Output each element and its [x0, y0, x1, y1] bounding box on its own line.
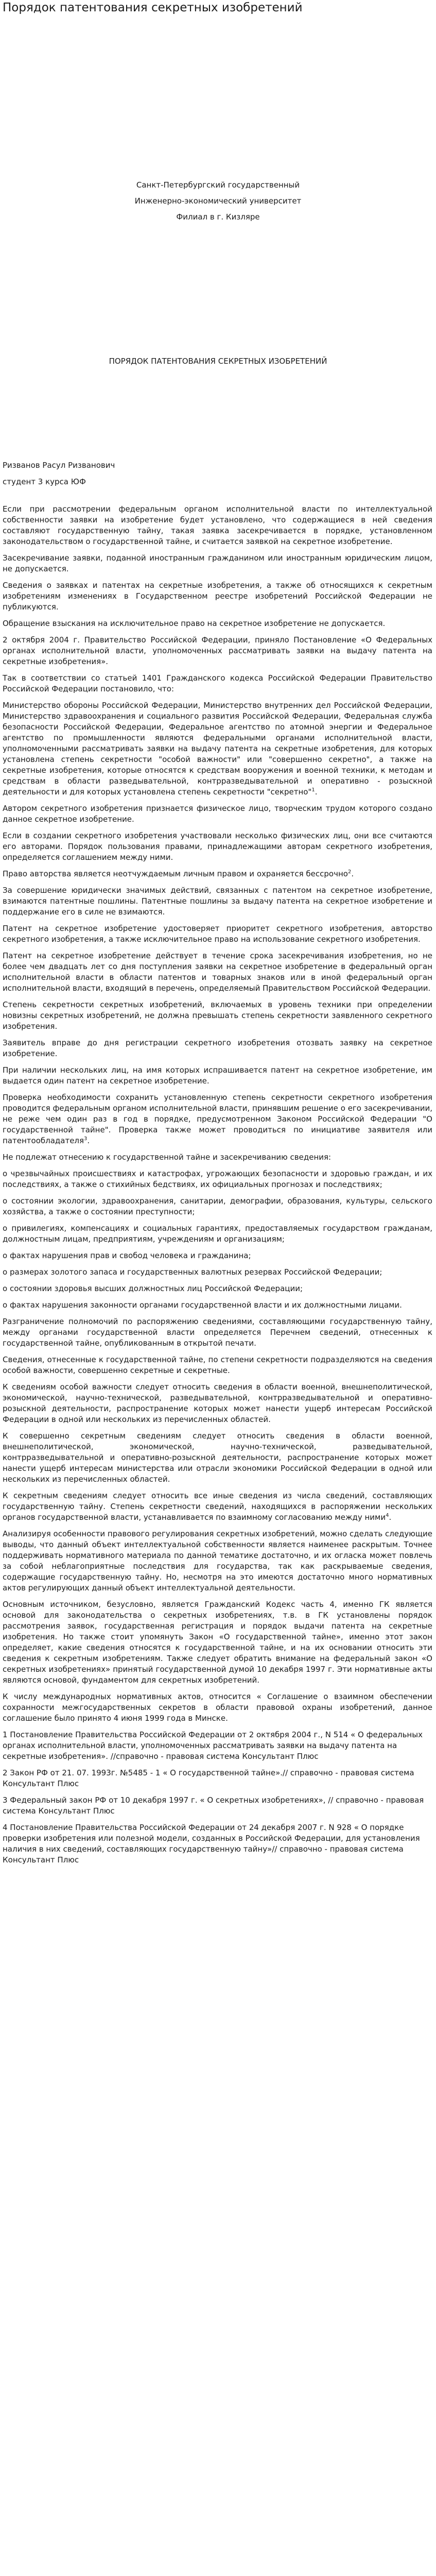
footnote-ref[interactable]: 2: [347, 869, 352, 875]
footnote-ref[interactable]: 1: [311, 787, 315, 793]
paragraph: Обращение взыскания на исключительное право на секретное изобретение не допускается.: [3, 619, 386, 628]
paragraph: К секретным сведениям следует относить все иные сведения из числа сведений, составляющих государственную тайну. Степень секретности сведений, находящихся в распоряжении нескольких органов государственной власти, устанавливается по взаимному согласованию между ними$^4$.: [3, 1491, 432, 1522]
paragraph: Заявитель вправе до дня регистрации секретного изобретения отозвать заявку на секретное изобретение.: [3, 1038, 432, 1058]
author-name: Ризванов Расул Ризванович: [3, 461, 115, 470]
paragraph: Анализируя особенности правового регулирования секретных изобретений, можно сделать следующие выводы, что данный объект интеллектуальной собственности является наименее раскрытым. Точнее поддерживать нормативного материала по данной тематике достаточно, и их огласка может повлечь за собой неблагоприятные последствия для государства, так как раскрываемые сведения, содержащие государственную тайну. Но, несмотря на это имеются достаточно много нормативных актов регулирующих данный объект интеллектуальной деятельности.: [3, 1529, 432, 1592]
paragraph: Если в создании секретного изобретения участвовали несколько физических лиц, они все считаются его авторами. Порядок пользования правами, принадлежащими авторам секретного изобретения, определяется соглашением между ними.: [3, 831, 432, 862]
paragraph: Разграничение полномочий по распоряжению сведениями, составляющими государственную тайну, между органами государственной власти определяется Перечнем сведений, отнесенных к государственной тайне, опубликованным в открытой печати.: [3, 1317, 432, 1348]
paragraph: о фактах нарушения прав и свобод человека и гражданина;: [3, 1251, 251, 1260]
paragraph: о состоянии экологии, здравоохранения, санитарии, демографии, образования, культуры, сельского хозяйства, а также о состоянии преступности;: [3, 1196, 432, 1216]
paragraph: о размерах золотого запаса и государственных валютных резервах Российской Федерации;: [3, 1267, 382, 1277]
paragraph: Сведения о заявках и патентах на секретные изобретения, а также об относящихся к секретным изобретениям изменениях в Государственном реестре изобретений Российской Федерации не публикуются.: [3, 581, 432, 612]
page-title: Порядок патентования секретных изобретений: [3, 1, 303, 14]
university-line-1: Санкт-Петербургский государственный: [136, 180, 300, 190]
footnote: 3 Федеральный закон РФ от 10 декабря 1997 г. « О секретных изобретениях», // справочно - правовая система Консультант Плюс: [3, 1795, 424, 1816]
paragraph: К совершенно секретным сведениям следует относить сведения в области военной, внешнеполитической, экономической, научно-технической, разведывательной, контрразведывательной и оперативно-розыскной деятельности, распространение которых может нанести ущерб интересам министерства или отрасли экономики Российской Федерации в одной или нескольких из перечисленных областей.: [3, 1431, 432, 1484]
footnote-ref[interactable]: 3: [84, 1136, 88, 1142]
paragraph: о чрезвычайных происшествиях и катастрофах, угрожающих безопасности и здоровью граждан, и их последствиях, а также о стихийных бедствиях, их официальных прогнозах и последствиях;: [3, 1169, 432, 1189]
paragraph: о привилегиях, компенсациях и социальных гарантиях, предоставляемых государством гражданам, должностным лицам, предприятиям, учреждениям и организациям;: [3, 1224, 432, 1244]
paragraph-text: Проверка необходимости сохранить установленную степень секретности секретного изобретения проводится федеральным органом исполнительной власти, принявшим решение о его засекречивании, не реже чем один раз в год в порядке, предусмотренном Законом Российской Федерации "О государственной тайне". Проверка также может проводиться по инициативе заявителя или патентообладателя: [3, 1093, 432, 1145]
author-status: студент 3 курса ЮФ: [3, 477, 86, 486]
paragraph: Сведения, отнесенные к государственной тайне, по степени секретности подразделяются на сведения особой важности, совершенно секретные и секретные.: [3, 1355, 432, 1375]
paragraph: Так в соответствии со статьей 1401 Гражданского кодекса Российской Федерации Правительство Российской Федерации постановило, что:: [3, 673, 432, 693]
paragraph: Основным источником, безусловно, является Гражданский Кодекс часть 4, именно ГК является основой для законодательства о секретных изобретениях, т.в. в ГК установлены порядок рассмотрения заявок, государственная регистрация и порядок выдачи патента на секретные изобретения. Но также стоит упомянуть Закон «О государственной тайне», именно этот закон определяет, какие сведения относятся к государственной тайне, и на их основании относить эти сведения к секретным изобретениям. Также следует обратить внимание на федеральный закон «О секретных изобретениях» принятый государственной думой 10 декабря 1997 г. Эти нормативные акты являются основой, фундаментом для секретных изобретений.: [3, 1600, 432, 1685]
footnote: 2 Закон РФ от 21. 07. 1993г. №5485 - 1 « О государственной тайне».// справочно - правовая система Консультант Плюс: [3, 1768, 414, 1788]
paragraph: Проверка необходимости сохранить установленную степень секретности секретного изобретения проводится федеральным органом исполнительной власти, принявшим решение о его засекречивании, не реже чем один раз в год в порядке, предусмотренном Законом Российской Федерации "О государственной тайне". Проверка также может проводиться по инициативе заявителя или патентообладателя$^3$.: [3, 1093, 432, 1145]
paragraph: Автором секретного изобретения признается физическое лицо, творческим трудом которого создано данное секретное изобретение.: [3, 804, 432, 824]
paragraph-text: Министерство обороны Российской Федерации, Министерство внутренних дел Российской Федерации, Министерство здравоохранения и социального развития Российской Федерации, Федеральная служба безопасности Российской Федерации, Федеральное агентство по атомной энергии и Федеральное агентство по промышленности являются федеральными органами исполнительной власти, уполномоченными рассматривать заявки на выдачу патента на секретные изобретения, для которых установлена степень секретности "особой важности" или "совершенно секретно", а также на секретные изобретения, которые относятся к средствам вооружения и военной техники, к методам и средствам в области разведывательной, контрразведывательной и оперативно - розыскной деятельности и для которых установлена степень секретности "секретно": [3, 701, 432, 796]
paragraph: За совершение юридически значимых действий, связанных с патентом на секретное изобретение, взимаются патентные пошлины. Патентные пошлины за выдачу патента на секретное изобретение и поддержание его в силе не взимаются.: [3, 886, 432, 917]
footnote: 1 Постановление Правительства Российской Федерации от 2 октября 2004 г., N 514 « О федеральных органах исполнительной власти, уполномоченных рассматривать заявки на выдачу патента на секретные изобретения». //справочно - правовая система Консультант Плюс: [3, 1730, 423, 1761]
footnote: 4 Постановление Правительства Российской Федерации от 24 декабря 2007 г. N 928 « О порядке проверки изобретения или полезной модели, созданных в Российской Федерации, для установления наличия в них сведений, составляющих государственную тайну»// справочно - правовая система Консультант Плюс: [3, 1823, 420, 1865]
paragraph: Право авторства является неотчуждаемым личным правом и охраняется бессрочно$^2$.: [3, 869, 354, 878]
branch-name: Филиал в г. Кизляре: [176, 212, 260, 222]
paragraph-text: К секретным сведениям следует относить все иные сведения из числа сведений, составляющих государственную тайну. Степень секретности сведений, находящихся в распоряжении нескольких органов государственной власти, устанавливается по взаимному согласованию между ними: [3, 1491, 432, 1522]
paragraph: о состоянии здоровья высших должностных лиц Российской Федерации;: [3, 1284, 303, 1293]
paragraph: Засекречивание заявки, поданной иностранным гражданином или иностранным юридическим лицом, не допускается.: [3, 553, 432, 573]
article-body: [3, 504, 432, 1871]
paragraph: Если при рассмотрении федеральным органом исполнительной власти по интеллектуальной собственности заявки на изобретение будет установлено, что содержащиеся в ней сведения составляют государственную тайну, такая заявка засекречивается в порядке, установленном законодательством о государственной тайне, и считается заявкой на секретное изобретение.: [3, 504, 432, 546]
paragraph: Не подлежат отнесению к государственной тайне и засекречиванию сведения:: [3, 1153, 332, 1162]
paper-title: ПОРЯДОК ПАТЕНТОВАНИЯ СЕКРЕТНЫХ ИЗОБРЕТЕНИЙ: [109, 357, 327, 366]
paragraph: Министерство обороны Российской Федерации, Министерство внутренних дел Российской Федерации, Министерство здравоохранения и социального развития Российской Федерации, Федеральная служба безопасности Российской Федерации, Федеральное агентство по атомной энергии и Федеральное агентство по промышленности являются федеральными органами исполнительной власти, уполномоченными рассматривать заявки на выдачу патента на секретные изобретения, для которых установлена степень секретности "особой важности" или "совершенно секретно", а также на секретные изобретения, которые относятся к средствам вооружения и военной техники, к методам и средствам в области разведывательной, контрразведывательной и оперативно - розыскной деятельности и для которых установлена степень секретности "секретно"$^1$.: [3, 701, 432, 796]
paragraph: К числу международных нормативных актов, относится « Соглашение о взаимном обеспечении сохранности межгосударственных секретов в области правовой охраны изобретений, данное соглашение было принято 4 июня 1999 года в Минске.: [3, 1692, 432, 1723]
paragraph: Степень секретности секретных изобретений, включаемых в уровень техники при определении новизны секретных изобретений, не должна превышать степень секретности заявленного секретного изобретения.: [3, 1000, 432, 1031]
paragraph: о фактах нарушения законности органами государственной власти и их должностными лицами.: [3, 1300, 402, 1310]
footnote-ref[interactable]: 4: [386, 1513, 389, 1518]
paragraph: К сведениям особой важности следует относить сведения в области военной, внешнеполитической, экономической, научно-технической, разведывательной, контрразведывательной и оперативно-розыскной деятельности, распространение которых может нанести ущерб интересам Российской Федерации в одной или нескольких из перечисленных областей.: [3, 1382, 432, 1424]
university-line-2: Инженерно-экономический университет: [134, 196, 302, 206]
paragraph: 2 октября 2004 г. Правительство Российской Федерации, приняло Постановление «О Федеральных органах исполнительной власти, уполномоченных рассматривать заявки на выдачу патента на секретные изобретения».: [3, 635, 432, 666]
paragraph: Патент на секретное изобретение удостоверяет приоритет секретного изобретения, авторство секретного изобретения, а также исключительное право на использование секретного изобретения.: [3, 924, 432, 944]
footnotes: [3, 1730, 432, 1866]
paragraph: При наличии нескольких лиц, на имя которых испрашивается патент на секретное изобретение, им выдается один патент на секретное изобретение.: [3, 1065, 432, 1086]
paragraph-text: Право авторства является неотчуждаемым личным правом и охраняется бессрочно: [3, 869, 348, 878]
paragraph: Патент на секретное изобретение действует в течение срока засекречивания изобретения, но не более чем двадцать лет со дня поступления заявки на секретное изобретение в федеральный орган исполнительной власти в области патентов и товарных знаков или в иной федеральный орган исполнительной власти, входящий в перечень, определяемый Правительством Российской Федерации.: [3, 951, 432, 993]
